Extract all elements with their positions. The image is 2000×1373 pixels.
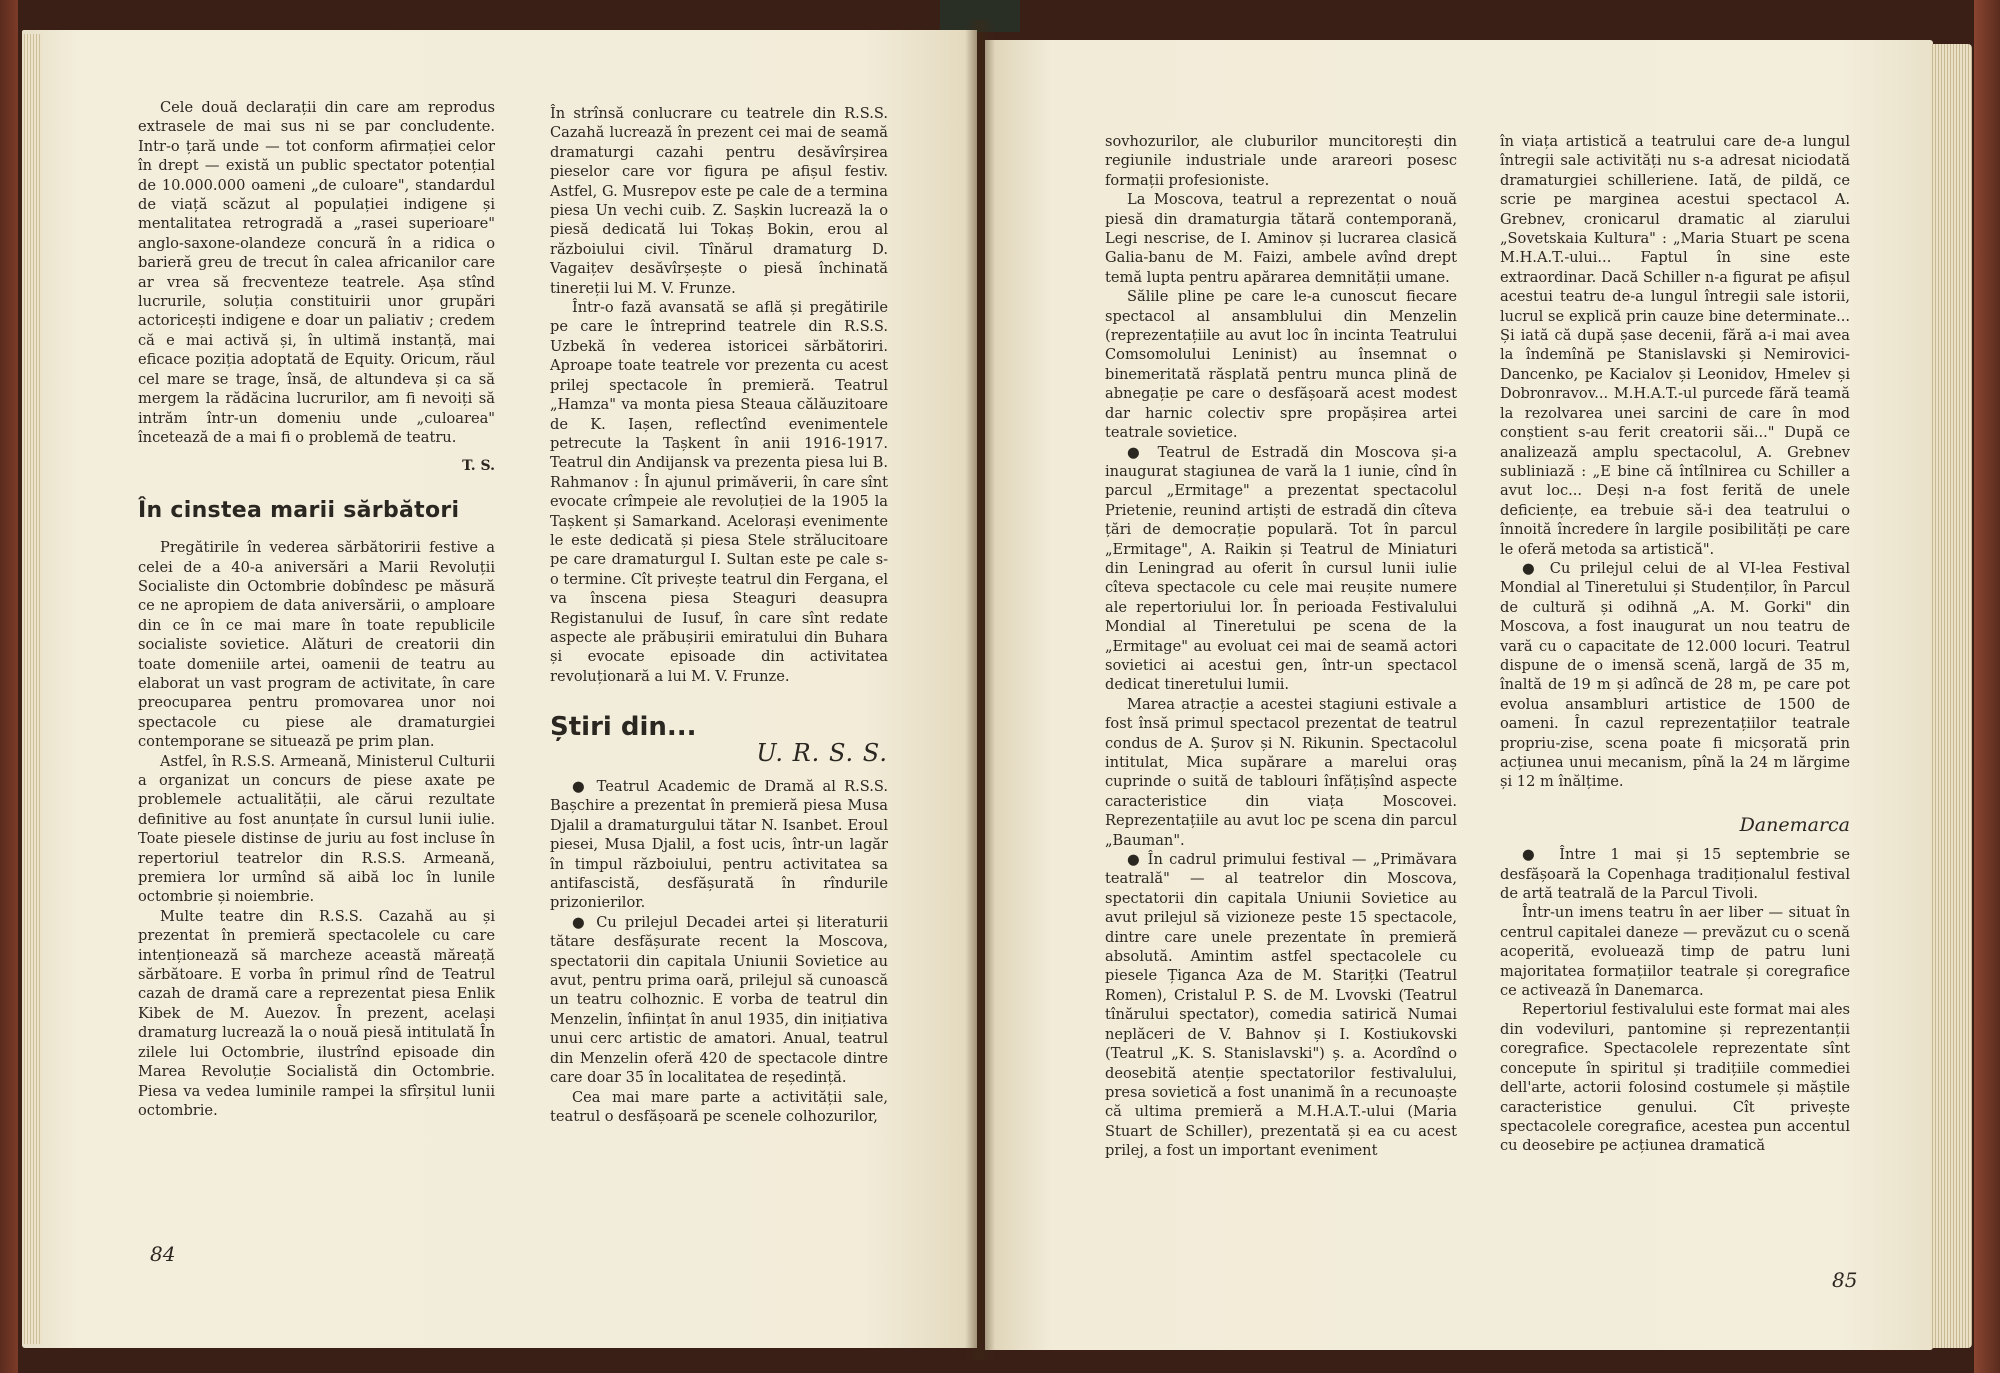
article-paragraph: La Moscova, teatrul a reprezentat o nouă piesă din dramaturgia tătară contemporană, Legi nescrise, de I. Aminov și lucrarea clasică Galia-banu de M. Faizi, ambele avînd drept temă lupta pentru apărarea demnității umane. [1105, 191, 1457, 286]
country-heading: Danemarca [1739, 813, 1850, 836]
page-number-left: 84 [150, 1242, 176, 1266]
right-page-column-2 [1500, 132, 1850, 1156]
news-item: ● Cu prilejul Decadei artei și literaturii tătare desfășurate recent la Moscova, spectatorii din capitala Uniunii Sovietice au avut, pentru prima oară, prilejul să cunoască un teatru colhoznic. E vorba de teatrul din Menzelin, înființat în anul 1935, din inițiativa unui cerc artistic de amatori. Anual, teatrul din Menzelin oferă 420 de spectacole dintre care doar 35 în localitatea de reședință. [550, 913, 888, 1087]
article-paragraph: Cele două declarații din care am reprodus extrasele de mai sus ni se par concludente. Intr-o țară unde — tot conform afirmației celor în drept — există un public spectator potențial de 10.000.000 oameni „de culoare", standardul de viață scăzut al populației indigene și mentalitatea retrogradă a „rasei superioare" anglo-saxone-olandeze concură în a ridica o barieră greu de trecut în calea africanilor care ar vrea să frecventeze teatrele. Așa stînd lucrurile, soluția constituirii unor grupări actoricești indigene e doar un paliativ ; credem că e mai activă și, în ultimă instanță, mai eficace poziția adoptată de Equity. Oricum, răul cel mare se trage, însă, de altundeva și ca să mergem la rădăcina lucrurilor, am fi nevoiți să intrăm într-un domeniu unde „culoarea" încetează de a mai fi o problemă de teatru. [138, 99, 495, 446]
article-paragraph: Marea atracție a acestei stagiuni estivale a fost însă primul spectacol prezentat de teatrul condus de A. Șurov și N. Rikunin. Spectacolul intitulat, Mica supărare a marelui oraș cuprinde o suită de tablouri înfățișînd aspecte caracteristice din viața Moscovei. Reprezentațiile au avut loc pe scena din parcul „Bauman". [1105, 695, 1457, 849]
article-paragraph: Sălile pline pe care le-a cunoscut fiecare spectacol al ansamblului din Menzelin (reprezentațiile au avut loc în incinta Teatrului Comsomolului Leninist) au însemnat o binemeritată răsplată pentru munca plină de abnegație pe care o desfășoară acest modest dar harnic colectiv spre propășirea artei teatrale sovietice. [1105, 288, 1457, 442]
article-paragraph: sovhozurilor, ale cluburilor muncitorești din regiunile industriale unde arareori posesc formații profesioniste. [1105, 133, 1457, 189]
article-signature: T. S. [462, 458, 495, 475]
section-heading: Știri din... [550, 712, 697, 743]
article-paragraph: în viața artistică a teatrului care de-a lungul întregii sale activități nu s-a adresat niciodată dramaturgiei schilleriene. Iată, de pildă, ce scrie pe marginea acestui spectacol A. Grebnev, cronicarul dramatic al ziarului „Sovetskaia Kultura" : „Maria Stuart pe scena M.H.A.T.-ului... Faptul în sine este extraordinar. Dacă Schiller n-a figurat pe afișul acestui teatru de-a lungul întregii sale istorii, lucrul se explică prin cauze bine determinate... Și iată că după șase decenii, fără a-i mai avea la îndemînă pe Stanislavski și Nemirovici-Dancenko, pe Kacialov și Leonidov, Hmelev și Dobronravov... M.H.A.T.-ul purcede fără teamă la rezolvarea unei sarcini de care în mod conștient s-au ferit creatorii săi..." După ce analizează amplu spectacolul, A. Grebnev subliniază : „E bine că întîlnirea cu Schiller a avut loc... Deși n-a fost ferită de unele deficiențe, ea trebuie să-i dea teatrului o înnoită încredere în largile posibilități pe care le oferă metoda sa artistică". [1500, 133, 1850, 558]
book-gutter [965, 20, 995, 1360]
article-paragraph: Multe teatre din R.S.S. Cazahă au și prezentat în premieră spectacolele cu care intenționează să marcheze această măreață sărbătoare. E vorba în primul rînd de Teatrul cazah de dramă care a reprezentat piesa Enlik Kibek de M. Auezov. În prezent, același dramaturg lucrează la o nouă piesă intitulată În zilele lui Octombrie, ilustrînd episoade din Marea Revoluție Socialistă din Octombrie. Piesa va vedea luminile rampei la sfîrșitul lunii octombrie. [138, 907, 495, 1119]
news-item: ● În cadrul primului festival — „Primăvara teatrală" — al teatrelor din Moscova, spectatorii din capitala Uniunii Sovietice au avut prilejul să vizioneze peste 15 spectacole, dintre care unele prezentate în premieră absolută. Amintim astfel spectacolele cu piesele Țiganca Aza de M. Starițki (Teatrul Romen), Cristalul P. S. de M. Lvovski (Teatrul tînărului spectator), comedia satirică Numai neplăceri de V. Bahnov și I. Kostiukovski (Teatrul „K. S. Stanislavski") ș. a. Acordînd o deosebită atenție spectatorilor festivalului, presa sovietică a fost unanimă în a recunoaște că ultima premieră a M.H.A.T.-ului (Maria Stuart de Schiller), prezentată și ea cu acest prilej, a fost un important eveniment [1105, 851, 1457, 1160]
cover-edge-left [0, 0, 18, 1373]
left-page-stack [24, 34, 42, 1344]
section-heading: În cinstea marii sărbători [138, 497, 460, 523]
article-paragraph: Astfel, în R.S.S. Armeană, Ministerul Culturii a organizat un concurs de piese axate pe problemele actualității, ale cărui rezultate definitive au fost anunțate în cursul lunii iulie. Toate piesele distinse de juriu au fost incluse în repertoriul teatrelor din R.S.S. Armeană, premiera lor urmînd să aibă loc în lunile octombrie și noiembrie. [138, 752, 495, 906]
article-paragraph: Repertoriul festivalului este format mai ales din vodeviluri, pantomine și reprezentanții coregrafice. Spectacolele reprezentate sînt concepute în spiritul și tradițiile commediei dell'arte, actorii folosind costumele și măștile caracteristice genului. Cît privește spectacolele coregrafice, acestea pun accentul cu deosebire pe acțiunea dramatică [1500, 1001, 1850, 1155]
left-page-column-1 [138, 98, 495, 1120]
right-page-column-1 [1105, 132, 1457, 1161]
left-page-column-2 [550, 104, 888, 1126]
article-paragraph: Într-o fază avansată se află și pregătirile pe care le întreprind teatrele din R.S.S. Uzbekă în vederea istoricei sărbătoriri. Aproape toate teatrele vor prezenta cu acest prilej spectacole în premieră. Teatrul „Hamza" va monta piesa Steaua călăuzitoare de K. Iașen, reflectînd evenimentele petrecute la Tașkent în anii 1916-1917. Teatrul din Andijansk va prezenta piesa lui B. Rahmanov : În ajunul primăverii, în care sînt evocate crîmpeie ale revoluției de la 1905 la Tașkent și Samarkand. Acelorași evenimente le este dedicată și piesa Stele strălucitoare pe care dramaturgul I. Sultan este pe cale s-o termine. Cît privește teatrul din Fergana, el va înscena piesa Steaguri deasupra Registanului de Iusuf, în care sînt redate aspecte ale prăbușirii emiratului din Buhara și evocate episoade din activitatea revoluționară a lui M. V. Frunze. [550, 299, 889, 685]
article-paragraph: Pregătirile în vederea sărbătoririi festive a celei de a 40-a aniversări a Marii Revoluții Socialiste din Octombrie dobîndesc pe măsură ce ne apropiem de data aniversării, o amploare din ce în ce mai mare în toate republicile socialiste sovietice. Alături de creatorii din toate domeniile artei, oamenii de teatru au elaborat un vast program de activitate, în care preocuparea pentru promovarea unor noi spectacole cu piese ale dramaturgiei contemporane se situează pe prim plan. [138, 539, 495, 751]
article-paragraph: În strînsă conlucrare cu teatrele din R.S.S. Cazahă lucrează în prezent cei mai de seamă dramaturgi cazahi pentru desăvîrșirea pieselor care vor figura pe afișul festiv. Astfel, G. Musrepov este pe cale de a termina piesa Un vechi cuib. Z. Sașkin lucrează la o piesă dedicată lui Tokaș Bokin, erou al războiului civil. Tînărul dramaturg D. Vagaițev desăvîrșește o piesă închinată tinereții lui M. V. Frunze. [550, 105, 888, 297]
cover-edge-right [1974, 0, 2000, 1373]
country-heading: U. R. S. S. [756, 738, 888, 767]
page-number-right: 85 [1832, 1268, 1858, 1292]
news-item: ● Teatrul Academic de Dramă al R.S.S. Bașchire a prezentat în premieră piesa Musa Djalil a dramaturgului tătar N. Isanbet. Eroul piesei, Musa Djalil, a fost ucis, într-un lagăr în timpul războiului, pentru activitatea sa antifascistă, desfășurată în rîndurile prizonierilor. [550, 778, 888, 912]
news-item: ● Teatrul de Estradă din Moscova și-a inaugurat stagiunea de vară la 1 iunie, cînd în parcul „Ermitage" a prezentat spectacolul Prietenie, reunind artiști de estradă din cîteva țări de democrație populară. Tot în parcul „Ermitage", A. Raikin și Teatrul de Miniaturi din Leningrad au oferit în cursul lunii iulie cîteva spectacole cu cele mai reușite numere ale repertoriului lor. În perioada Festivalului Mondial al Tineretului pe scena de la „Ermitage" au evoluat cei mai de seamă actori sovietici ai acestui gen, într-un spectacol dedicat tineretului lumii. [1105, 443, 1457, 694]
article-paragraph: Într-un imens teatru în aer liber — situat în centrul capitalei daneze — prevăzut cu o scenă acoperită, evoluează timp de patru luni majoritatea formațiilor teatrale și coregrafice ce activează în Danemarca. [1500, 904, 1850, 1000]
news-item: ● Cu prilejul celui de al VI-lea Festival Mondial al Tineretului și Studenților, în Parcul de cultură și odihnă „A. M. Gorki" din Moscova, a fost inaugurat un nou teatru de vară cu o capacitate de 12.000 locuri. Teatrul dispune de o imensă scenă, largă de 35 m, înaltă de 19 m și adîncă de 28 m, pe care pot evolua ansambluri artistice de 1500 de oameni. În cazul reprezentațiilor teatrale propriu-zise, scena poate fi micșorată prin acțiunea unui mecanism, pînă la 24 m lărgime și 12 m înălțime. [1500, 559, 1850, 791]
right-page-stack [1930, 44, 1972, 1348]
news-item: ● Între 1 mai și 15 septembrie se desfășoară la Copenhaga tradiționalul festival de artă teatrală de la Parcul Tivoli. [1500, 846, 1850, 903]
article-paragraph: Cea mai mare parte a activității sale, teatrul o desfășoară pe scenele colhozurilor, [550, 1088, 888, 1125]
